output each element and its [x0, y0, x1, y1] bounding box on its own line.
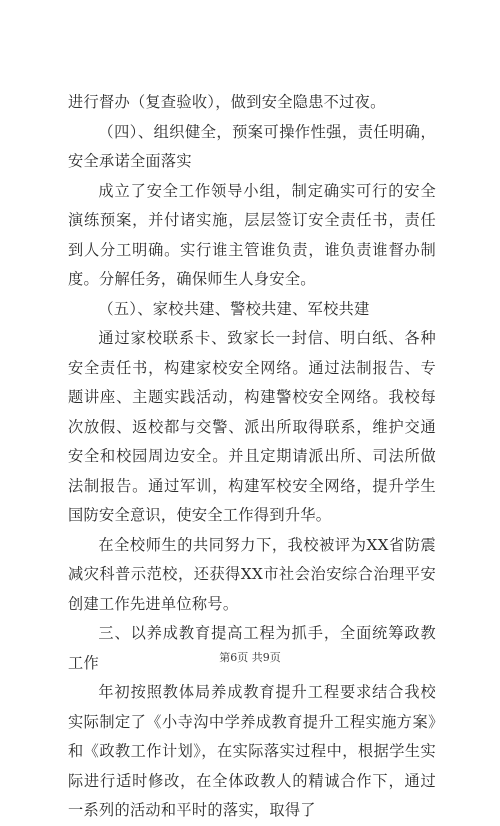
paragraph-continuation: 进行督办（复查验收），做到安全隐患不过夜。 [68, 93, 386, 111]
paragraph-habit-education: 年初按照教体局养成教育提升工程要求结合我校实际制定了《小寺沟中学养成教育提升工程实施方案》和《政教工作计划》，在实际落实过程中，根据学生实际进行适时修改，在全体政教人的精诚合作下，通过一系列的活动和平时的落实，取得了 [68, 683, 436, 819]
paragraph-joint-building: 通过家校联系卡、致家长一封信、明白纸、各种安全责任书，构建家校安全网络。通过法制报告、专题讲座、主题实践活动，构建警校安全网络。我校每次放假、返校都与交警、派出所取得联系，维护交通安全和校园周边安全。并且定期请派出所、司法所做法制报告。通过军训，构建军校安全网络，提升学生国防安全意识，使安全工作得到升华。 [68, 329, 436, 524]
document-body [68, 88, 436, 826]
page-footer: 第6页 共9页 [219, 651, 281, 664]
section-heading-five: （五）、家校共建、警校共建、军校共建 [98, 299, 370, 318]
section-heading-three: 三、以养成教育提高工程为抓手，全面统筹政教工作 [68, 624, 436, 672]
paragraph-safety-team: 成立了安全工作领导小组，制定确实可行的安全演练预案，并付诸实施，层层签订安全责任书，责任到人分工明确。实行谁主管谁负责，谁负责谁督办制度。分解任务，确保师生人身安全。 [68, 181, 436, 288]
section-heading-four: （四）、组织健全，预案可操作性强，责任明确，安全承诺全面落实 [68, 122, 436, 170]
paragraph-awards: 在全校师生的共同努力下，我校被评为XX省防震减灾科普示范校，还获得XX市社会治安综合治理平安创建工作先进单位称号。 [68, 535, 436, 613]
